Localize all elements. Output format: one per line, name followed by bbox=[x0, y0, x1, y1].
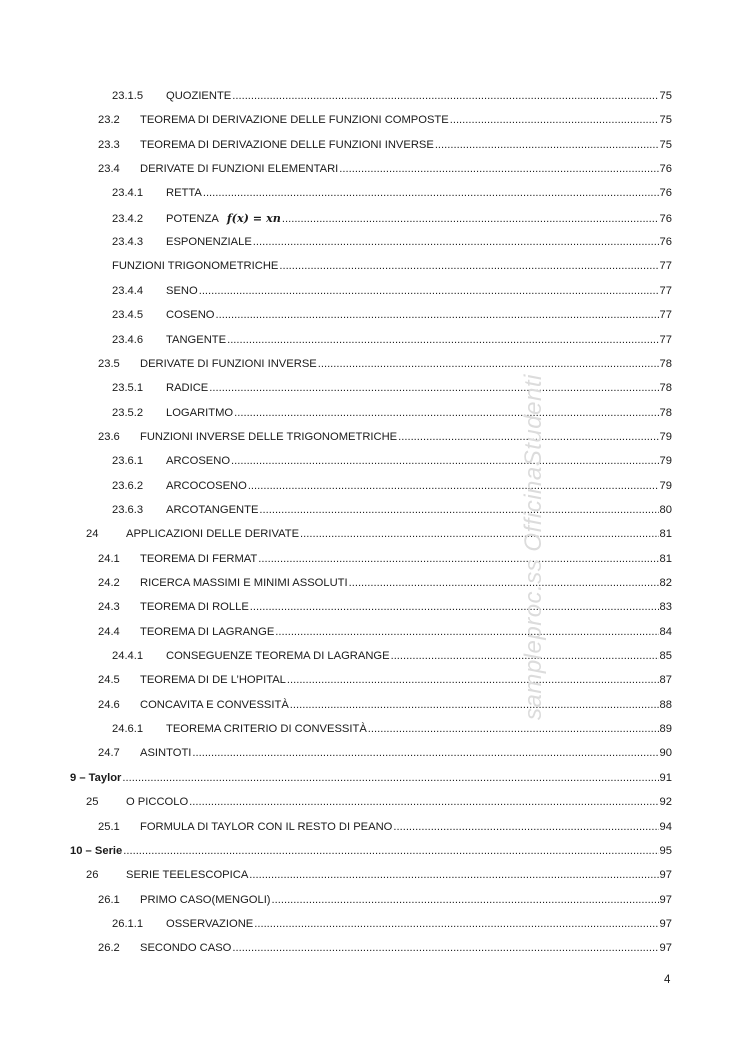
dot-leader bbox=[234, 403, 658, 423]
toc-entry[interactable] bbox=[112, 476, 672, 496]
toc-entry[interactable] bbox=[86, 865, 672, 885]
toc-entry-title: 10 – Serie bbox=[70, 844, 123, 857]
toc-entry[interactable] bbox=[98, 427, 672, 447]
toc-entry-page: 76 bbox=[659, 236, 672, 249]
toc-entry-number: 24.4.1 bbox=[112, 650, 144, 663]
toc-entry-page: 95 bbox=[659, 844, 672, 857]
toc-entry-page: 83 bbox=[659, 601, 672, 614]
toc-entry-number: 23.1.5 bbox=[112, 90, 144, 102]
toc-entry[interactable] bbox=[86, 524, 672, 544]
toc-entry-title: FORMULA DI TAYLOR CON IL RESTO DI PEANO bbox=[140, 820, 393, 833]
toc-entry-page: 85 bbox=[659, 650, 672, 663]
toc-entry-number: 23.5 bbox=[98, 357, 120, 370]
toc-entry-title: OSSERVAZIONE bbox=[166, 917, 254, 930]
toc-entry-title: ARCOCOSENO bbox=[166, 479, 247, 492]
toc-entry-number: 24.1 bbox=[98, 552, 120, 565]
toc-entry-page: 80 bbox=[659, 503, 672, 516]
toc-entry-page: 82 bbox=[659, 577, 672, 589]
toc-entry[interactable] bbox=[112, 183, 672, 203]
toc-entry-page: 76 bbox=[659, 212, 672, 225]
toc-entry[interactable] bbox=[98, 110, 672, 130]
toc-entry-title: APPLICAZIONI DELLE DERIVATE bbox=[126, 528, 300, 541]
toc-entry-title: ASINTOTI bbox=[140, 747, 192, 760]
toc-entry-title: RADICE bbox=[166, 382, 209, 395]
toc-entry-title: TEOREMA DI DERIVAZIONE DELLE FUNZIONI COMPOSTE bbox=[140, 114, 449, 127]
toc-entry-title: TANGENTE bbox=[166, 333, 227, 346]
toc-entry-page: 78 bbox=[659, 357, 672, 370]
toc-entry[interactable] bbox=[70, 841, 672, 861]
toc-entry-title: FUNZIONI INVERSE DELLE TRIGONOMETRICHE bbox=[140, 430, 398, 443]
toc-entry[interactable] bbox=[98, 354, 672, 374]
toc-entry-page: 84 bbox=[659, 625, 672, 638]
dot-leader bbox=[249, 865, 658, 885]
toc-entry[interactable] bbox=[98, 670, 672, 690]
dot-leader bbox=[227, 330, 658, 350]
toc-entry-number: 24 bbox=[86, 528, 99, 541]
dot-leader bbox=[209, 378, 658, 398]
toc-entry-number: 26.2 bbox=[98, 942, 120, 955]
toc-entry-number: 23.3 bbox=[98, 138, 120, 151]
toc-entry-page: 97 bbox=[659, 942, 672, 955]
toc-entry[interactable] bbox=[112, 330, 672, 350]
dot-leader bbox=[123, 841, 658, 861]
toc-entry-number: 23.6 bbox=[98, 430, 120, 443]
toc-entry-title: DERIVATE DI FUNZIONI ELEMENTARI bbox=[140, 163, 339, 176]
dot-leader bbox=[232, 86, 658, 106]
toc-entry-title: DERIVATE DI FUNZIONI INVERSE bbox=[140, 357, 317, 370]
toc-entry[interactable] bbox=[98, 817, 672, 837]
toc-entry-number: 23.2 bbox=[98, 114, 120, 127]
watermark: sampleproc.ss OfficinaStudenti bbox=[520, 374, 547, 720]
dot-leader bbox=[253, 232, 659, 252]
toc-entry[interactable] bbox=[112, 208, 672, 228]
toc-entry[interactable] bbox=[98, 549, 672, 569]
toc-entry-number: 26 bbox=[86, 869, 99, 882]
toc-entry-title: 9 – Taylor bbox=[70, 771, 122, 784]
dot-leader bbox=[231, 451, 659, 471]
toc-entry[interactable] bbox=[112, 256, 672, 276]
page-number: 4 bbox=[664, 974, 671, 986]
toc-entry[interactable] bbox=[98, 938, 672, 958]
dot-leader bbox=[368, 719, 659, 739]
toc-entry[interactable] bbox=[98, 622, 672, 642]
dot-leader bbox=[318, 354, 659, 374]
toc-entry-page: 77 bbox=[659, 333, 672, 346]
toc-entry-page: 87 bbox=[659, 674, 672, 687]
toc-entry-page: 97 bbox=[659, 869, 672, 882]
dot-leader bbox=[192, 743, 658, 763]
dot-leader bbox=[203, 183, 659, 203]
toc-entry-page: 76 bbox=[659, 163, 672, 176]
toc-entry-page: 81 bbox=[659, 552, 672, 565]
toc-entry-page: 77 bbox=[659, 260, 672, 273]
toc-entry[interactable] bbox=[112, 86, 672, 106]
dot-leader bbox=[393, 817, 658, 837]
toc-entry-title: ESPONENZIALE bbox=[166, 236, 252, 249]
toc-entry[interactable] bbox=[98, 695, 672, 715]
toc-entry-number: 24.5 bbox=[98, 674, 120, 687]
toc-entry-number: 23.4.1 bbox=[112, 187, 144, 200]
dot-leader bbox=[435, 135, 659, 155]
toc-entry-title: LOGARITMO bbox=[166, 406, 234, 419]
toc-entry-number: 23.4 bbox=[98, 163, 120, 176]
toc-entry-title: TEOREMA DI FERMAT bbox=[140, 552, 258, 565]
toc-entry-title: ARCOTANGENTE bbox=[166, 503, 259, 516]
dot-leader bbox=[272, 890, 659, 910]
toc-entry-page: 77 bbox=[659, 309, 672, 322]
toc-entry-title: O PICCOLO bbox=[126, 796, 189, 809]
toc-entry-title: ARCOSENO bbox=[166, 455, 231, 468]
toc-entry[interactable] bbox=[112, 232, 672, 252]
toc-entry-page: 79 bbox=[659, 430, 672, 443]
toc-entry-number: 24.6 bbox=[98, 698, 120, 711]
toc-entry[interactable] bbox=[70, 768, 672, 788]
toc-entry-number: 24.6.1 bbox=[112, 723, 144, 736]
toc-entry-number: 24.4 bbox=[98, 625, 120, 638]
toc-entry[interactable] bbox=[98, 597, 672, 617]
toc-entry[interactable] bbox=[112, 500, 672, 520]
toc-entry-page: 78 bbox=[659, 382, 672, 395]
toc-entry-title: QUOZIENTE bbox=[166, 90, 232, 102]
toc-entry[interactable] bbox=[98, 573, 672, 593]
toc-entry[interactable] bbox=[112, 403, 672, 423]
toc-entry-title: TEOREMA DI DE L’HOPITAL bbox=[140, 674, 286, 687]
toc-entry-number: 23.5.2 bbox=[112, 406, 144, 419]
toc-entry[interactable] bbox=[112, 378, 672, 398]
dot-leader bbox=[349, 573, 659, 593]
toc-entry-title: CONSEGUENZE TEOREMA DI LAGRANGE bbox=[166, 650, 390, 663]
toc-entry-page: 78 bbox=[659, 406, 672, 419]
dot-leader bbox=[199, 281, 659, 301]
toc-entry-page: 76 bbox=[659, 187, 672, 200]
toc-entry-title: RICERCA MASSIMI E MINIMI ASSOLUTI bbox=[140, 577, 348, 589]
toc-entry-number: 25.1 bbox=[98, 820, 120, 833]
toc-entry-number: 24.2 bbox=[98, 577, 120, 589]
dot-leader bbox=[450, 110, 659, 130]
toc-entry-number: 23.6.2 bbox=[112, 479, 144, 492]
toc-entry-page: 90 bbox=[659, 747, 672, 760]
toc-entry-title: SENO bbox=[166, 284, 198, 297]
toc-entry-number: 23.6.3 bbox=[112, 503, 144, 516]
dot-leader bbox=[290, 695, 659, 715]
toc-entry-formula: f(x) = xn bbox=[226, 210, 281, 225]
toc-entry-number: 23.4.5 bbox=[112, 309, 144, 322]
toc-entry[interactable] bbox=[112, 719, 672, 739]
toc-entry-title: TEOREMA CRITERIO DI CONVESSITÀ bbox=[166, 723, 367, 736]
toc-entry-title: POTENZA bbox=[166, 212, 219, 225]
dot-leader bbox=[122, 768, 658, 788]
dot-leader bbox=[282, 209, 659, 229]
dot-leader bbox=[287, 670, 659, 690]
toc-entry-number: 23.4.3 bbox=[112, 236, 144, 249]
dot-leader bbox=[259, 500, 658, 520]
toc-entry-page: 81 bbox=[659, 528, 672, 541]
toc-entry-number: 26.1.1 bbox=[112, 917, 144, 930]
toc-entry-number: 23.4.2 bbox=[112, 212, 144, 225]
toc-entry[interactable] bbox=[112, 914, 672, 934]
dot-leader bbox=[279, 256, 658, 276]
dot-leader bbox=[250, 597, 659, 617]
toc-entry[interactable] bbox=[112, 281, 672, 301]
toc-entry-page: 97 bbox=[659, 917, 672, 930]
toc-entry-page: 75 bbox=[659, 114, 672, 127]
dot-leader bbox=[300, 524, 659, 544]
toc-entry-title: RETTA bbox=[166, 187, 202, 200]
toc-entry-number: 24.7 bbox=[98, 747, 120, 760]
toc-entry-title: FUNZIONI TRIGONOMETRICHE bbox=[112, 260, 279, 273]
toc-entry-title: TEOREMA DI DERIVAZIONE DELLE FUNZIONI INVERSE bbox=[140, 138, 434, 151]
toc-entry-page: 97 bbox=[659, 893, 672, 906]
toc-entry-page: 79 bbox=[659, 479, 672, 492]
toc-entry-page: 75 bbox=[659, 138, 672, 151]
dot-leader bbox=[216, 305, 659, 325]
toc-entry-page: 89 bbox=[659, 723, 672, 736]
toc-entry[interactable] bbox=[98, 135, 672, 155]
toc-entry[interactable] bbox=[112, 305, 672, 325]
toc-entry-title: SECONDO CASO bbox=[140, 942, 232, 955]
toc-entry-number: 24.3 bbox=[98, 601, 120, 614]
toc-entry-title: CONCAVITA E CONVESSITÀ bbox=[140, 698, 289, 711]
toc-entry-page: 91 bbox=[659, 771, 672, 784]
toc-entry-title: PRIMO CASO(MENGOLI) bbox=[140, 893, 271, 906]
toc-entry-number: 23.4.6 bbox=[112, 333, 144, 346]
toc-entry-title: SERIE TEELESCOPICA bbox=[126, 869, 249, 882]
toc-entry-page: 88 bbox=[659, 698, 672, 711]
dot-leader bbox=[339, 159, 658, 179]
toc-entry-page: 77 bbox=[659, 284, 672, 297]
toc-entry-number: 23.6.1 bbox=[112, 455, 144, 468]
toc-entry[interactable] bbox=[112, 451, 672, 471]
dot-leader bbox=[248, 476, 659, 496]
dot-leader bbox=[258, 549, 658, 569]
toc-entry-title: COSENO bbox=[166, 309, 215, 322]
toc-entry-title: TEOREMA DI ROLLE bbox=[140, 601, 249, 614]
toc-entry-number: 26.1 bbox=[98, 893, 120, 906]
dot-leader bbox=[189, 792, 658, 812]
toc-entry-page: 75 bbox=[659, 90, 672, 102]
dot-leader bbox=[232, 938, 658, 958]
toc-entry-page: 94 bbox=[659, 820, 672, 833]
toc-entry[interactable] bbox=[86, 792, 672, 812]
toc-entry[interactable] bbox=[98, 890, 672, 910]
dot-leader bbox=[254, 914, 658, 934]
toc-entry-page: 92 bbox=[659, 796, 672, 809]
toc-entry-title: TEOREMA DI LAGRANGE bbox=[140, 625, 275, 638]
toc-entry-page: 79 bbox=[659, 455, 672, 468]
toc-entry-number: 25 bbox=[86, 796, 99, 809]
toc-entry[interactable] bbox=[112, 646, 672, 666]
toc-entry-number: 23.4.4 bbox=[112, 284, 144, 297]
toc-entry[interactable] bbox=[98, 743, 672, 763]
toc-entry[interactable] bbox=[98, 159, 672, 179]
dot-leader bbox=[275, 622, 658, 642]
toc-entry-number: 23.5.1 bbox=[112, 382, 144, 395]
